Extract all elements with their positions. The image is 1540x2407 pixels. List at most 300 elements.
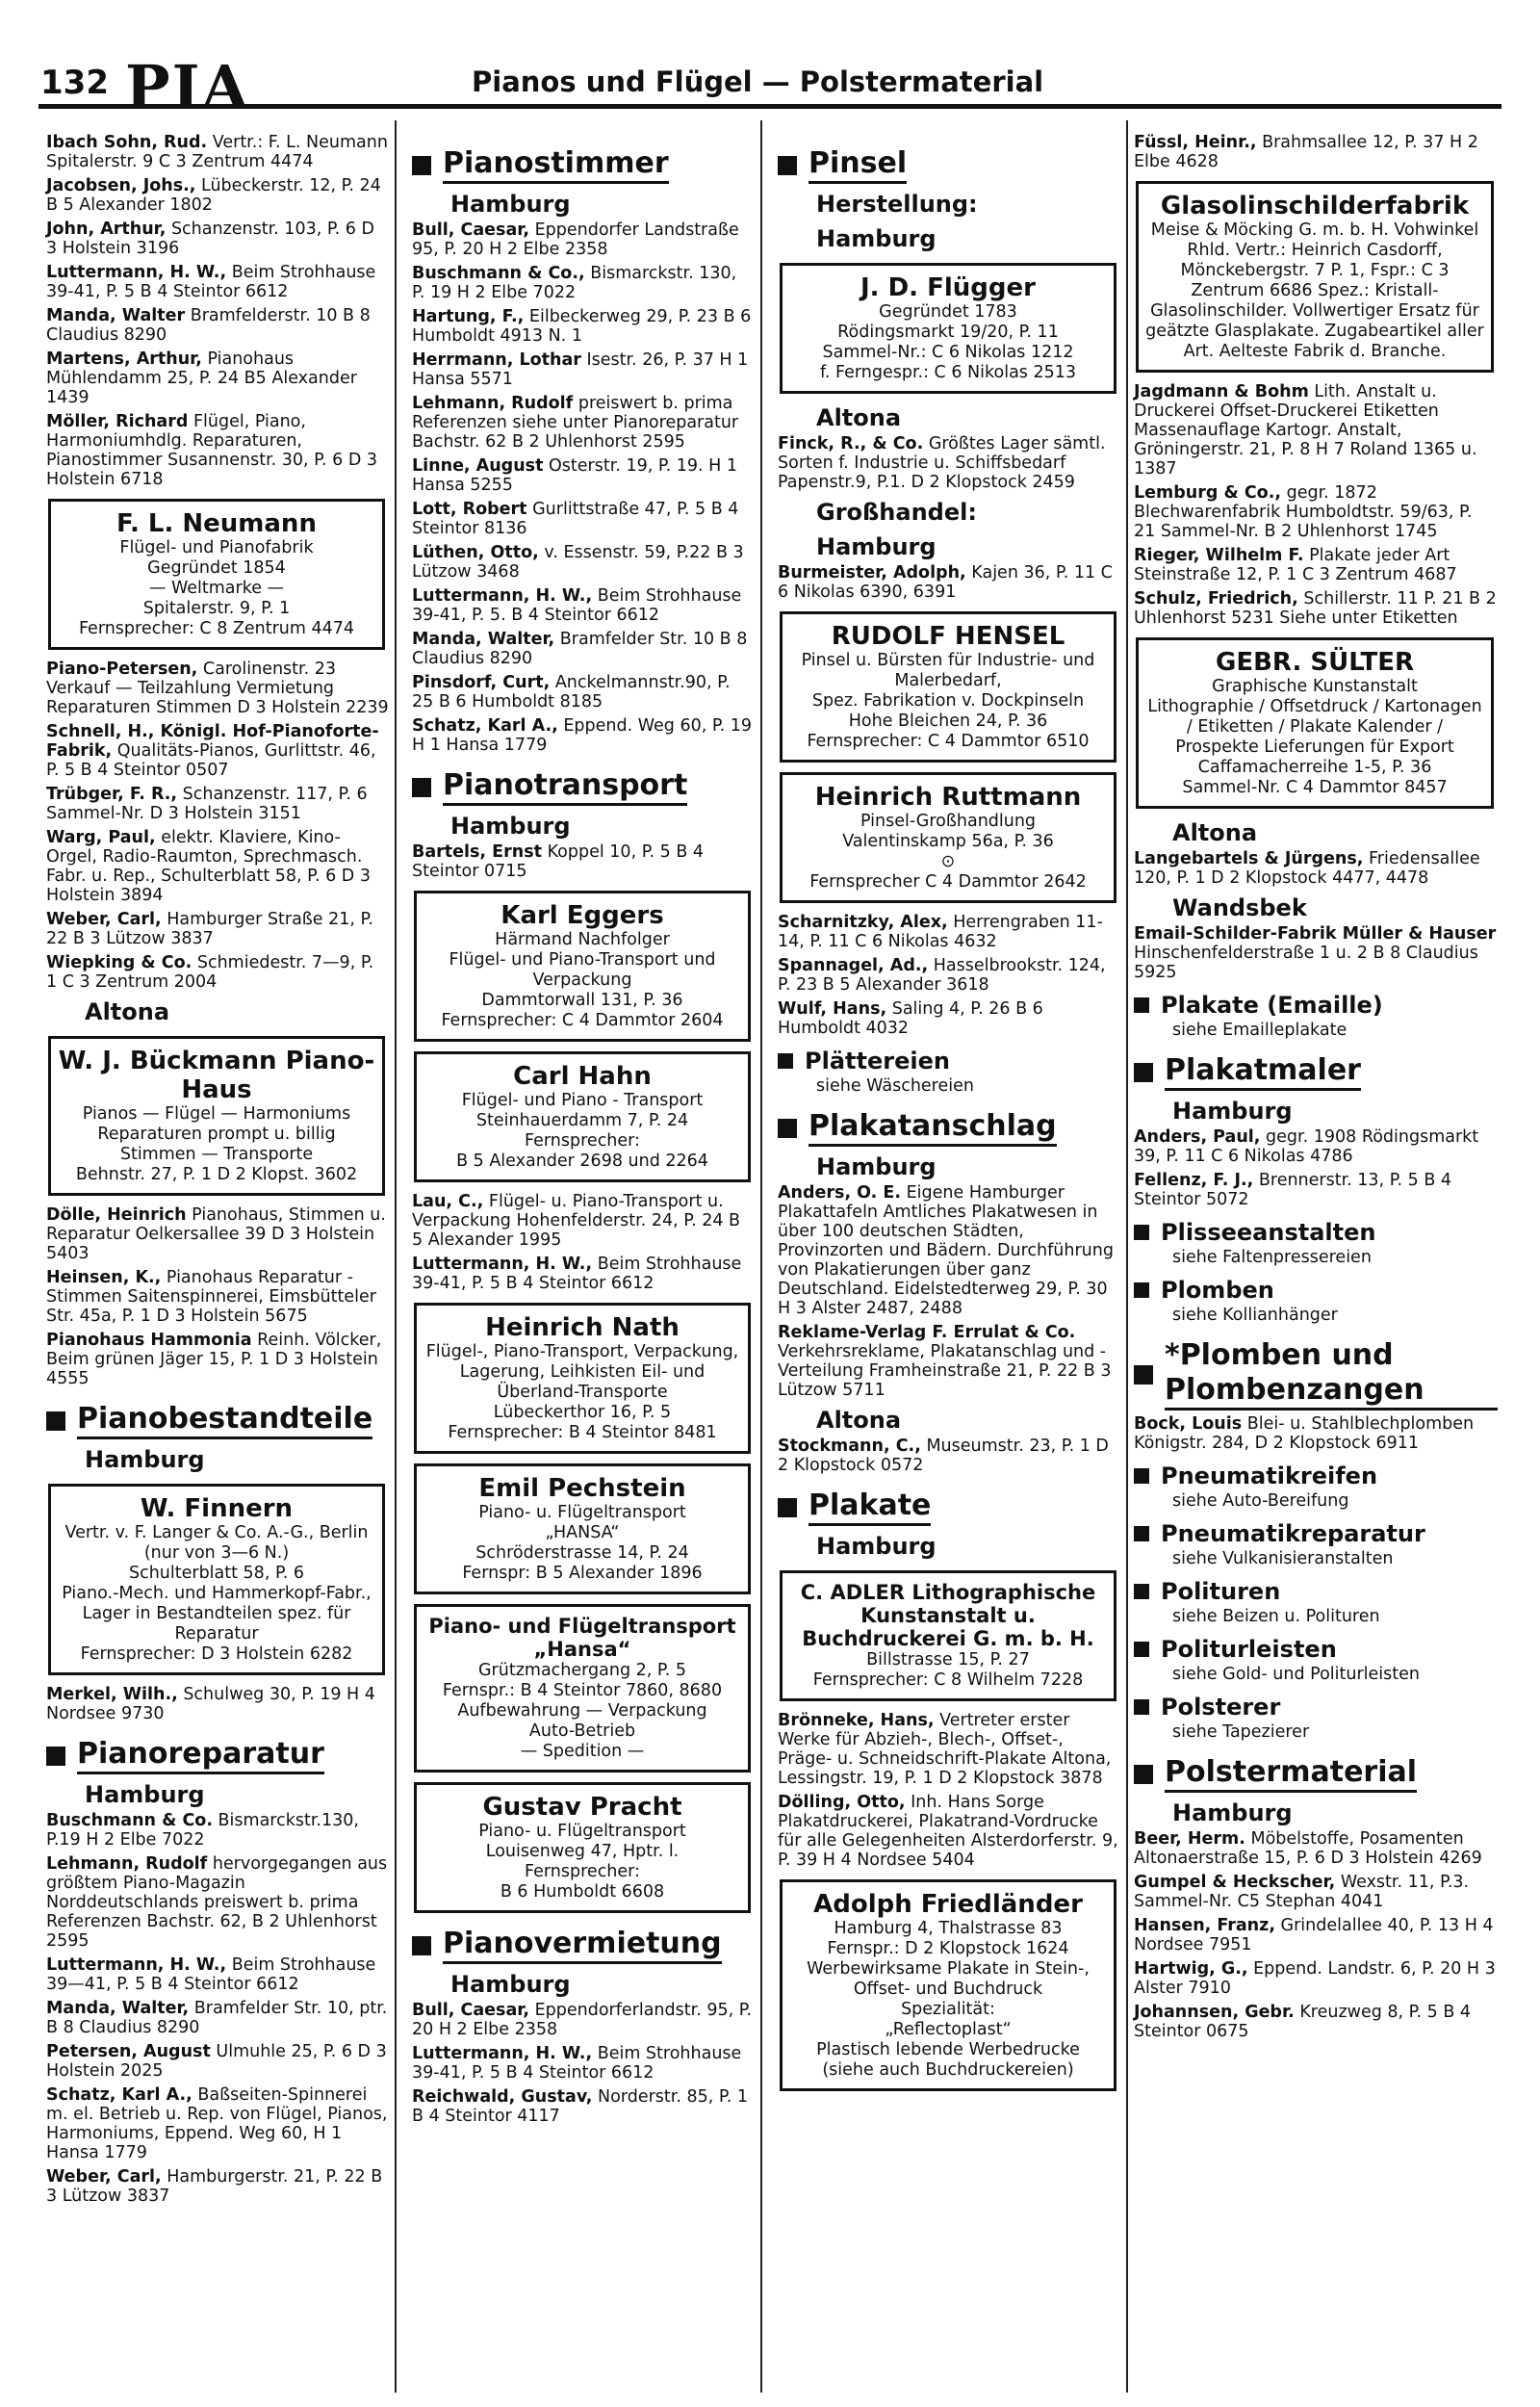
entry-details: Schanzenstr. 103, P. 6 D 3 Holstein 3196	[46, 220, 374, 258]
section-pinsel	[778, 146, 1120, 184]
section-title: Polituren	[1161, 1578, 1281, 1605]
square-bullet-icon	[46, 1747, 65, 1766]
entry-list	[412, 842, 755, 881]
entry-name: Brönneke, Hans,	[778, 1711, 935, 1730]
directory-entry	[46, 1854, 389, 1951]
entry-details: Reinh. Völcker, Beim grünen Jäger 15, P. 1 D 3 Holstein 4555	[46, 1331, 382, 1388]
entry-details: Eilbeckerweg 29, P. 23 B 6 Humboldt 4913 N. 1	[412, 307, 752, 346]
entry-list	[46, 1685, 389, 1723]
entry-name: Wiepking & Co.	[46, 953, 192, 972]
entry-name: Langebartels & Jürgens,	[1134, 849, 1364, 868]
entry-list	[778, 1183, 1120, 1400]
ad-fluegger	[780, 263, 1116, 394]
square-bullet-icon	[1134, 997, 1149, 1013]
entry-details: Eppend. Landstr. 6, P. 20 H 3 Alster 7910	[1134, 1959, 1496, 1998]
section-polituren	[1134, 1578, 1498, 1605]
ad-body: Pinsel u. Bürsten für Industrie- und Malerbedarf, Spez. Fabrikation v. Dockpinseln Hohe Bleichen 24, P. 36 Fernsprecher: C 4 Dammtor 6510	[801, 651, 1095, 751]
entry-details: gegr. 1908 Rödingsmarkt 39, P. 11 C 6 Nikolas 4786	[1134, 1127, 1479, 1166]
entry-details: Isestr. 26, P. 37 H 1 Hansa 5571	[412, 350, 749, 389]
subheading-hamburg: Hamburg	[450, 813, 571, 840]
subheading-hamburg: Hamburg	[1172, 1799, 1293, 1826]
entry-details: Hamburger Straße 21, P. 22 B 3 Lützow 3837	[46, 910, 373, 948]
entry-name: Weber, Carl,	[46, 2167, 162, 2187]
see-reference: siehe Beizen u. Polituren	[1172, 1607, 1380, 1626]
directory-entry	[778, 1323, 1120, 1400]
section-pianobestandteile	[46, 1402, 389, 1439]
directory-entry	[778, 1793, 1120, 1870]
section-politurleisten	[1134, 1636, 1498, 1663]
section-title: Plakatanschlag	[808, 1109, 1057, 1147]
entry-list	[778, 913, 1120, 1038]
section-plaettereien	[778, 1048, 1120, 1074]
directory-entry	[46, 828, 389, 905]
entry-list	[46, 1205, 389, 1388]
directory-entry	[412, 586, 755, 625]
directory-entry	[412, 716, 755, 755]
entry-list	[412, 220, 755, 755]
entry-details: Friedensallee 120, P. 1 D 2 Klopstock 4477, 4478	[1134, 849, 1480, 888]
square-bullet-icon	[778, 156, 797, 175]
see-reference: siehe Vulkanisieranstalten	[1172, 1549, 1394, 1568]
entry-details: Beim Strohhause 39-41, P. 5. B 4 Steintor 6612	[412, 586, 742, 625]
ad-body: Vertr. v. F. Langer & Co. A.-G., Berlin (nur von 3—6 N.) Schulterblatt 58, P. 6 Piano.-Mech. und Hammerkopf-Fabr., Lager in Bestandteilen spez. für Reparatur Fernsprecher: D 3 Holstein 6282	[62, 1523, 372, 1664]
directory-entry	[412, 2001, 755, 2039]
ad-head: Gustav Pracht	[482, 1793, 682, 1822]
entry-name: Luttermann, H. W.,	[412, 2044, 593, 2063]
entry-details: Carolinenstr. 23 Verkauf — Teilzahlung Vermietung Reparaturen Stimmen D 3 Holstein 2239	[46, 660, 389, 717]
entry-list	[778, 1711, 1120, 1870]
entry-details: Hamburgerstr. 21, P. 22 B 3 Lützow 3837	[46, 2167, 383, 2206]
entry-name: Bock, Louis	[1134, 1414, 1243, 1434]
entry-details: Wexstr. 11, P.3. Sammel-Nr. C5 Stephan 4041	[1134, 1873, 1470, 1911]
entry-name: Füssl, Heinr.,	[1134, 133, 1257, 152]
entry-details: Lith. Anstalt u. Druckerei Offset-Druckerei Etiketten Massenauflage Kartogr. Anstalt, Gröningerstr. 21, P. 8 H 7 Roland 1365 u. 1387	[1134, 382, 1477, 479]
directory-entry	[1134, 1414, 1498, 1453]
entry-details: Kreuzweg 8, P. 5 B 4 Steintor 0675	[1134, 2003, 1472, 2041]
directory-entry	[1134, 1127, 1498, 1166]
entry-name: Gumpel & Heckscher,	[1134, 1873, 1336, 1892]
entry-details: preiswert b. prima Referenzen siehe unter Pianoreparatur Bachstr. 62 B 2 Uhlenhorst 2595	[412, 394, 739, 452]
entry-name: Schnell, H., Königl. Hof-Pianoforte-Fabrik,	[46, 722, 379, 761]
square-bullet-icon	[1134, 1365, 1153, 1385]
entry-name: Luttermann, H. W.,	[412, 1255, 593, 1274]
entry-details: Pianohaus, Stimmen u. Reparatur Oelkersallee 39 D 3 Holstein 5403	[46, 1205, 386, 1263]
ad-body: Flügel- und Pianofabrik Gegründet 1854 — Weltmarke — Spitalerstr. 9, P. 1 Fernsprecher: C 8 Zentrum 4474	[78, 538, 355, 638]
entry-list	[1134, 849, 1498, 888]
entry-details: Bramfelder Str. 10 B 8 Claudius 8290	[412, 630, 748, 668]
entry-name: Manda, Walter	[46, 306, 186, 325]
directory-entry	[1134, 483, 1498, 541]
entry-details: Inh. Hans Sorge Plakatdruckerei, Plakatrand-Vordrucke für alle Gelegenheiten Alsterdorferstr. 9, P. 39 H 4 Nordsee 5404	[778, 1793, 1118, 1870]
entry-name: Merkel, Wilh.,	[46, 1685, 178, 1704]
entry-name: Manda, Walter,	[412, 630, 555, 649]
ad-head: Piano- und Flügeltransport „Hansa“	[428, 1615, 736, 1661]
entry-name: Ibach Sohn, Rud.	[46, 133, 208, 152]
page-header	[38, 52, 1502, 122]
subheading-herstellung: Herstellung:	[816, 191, 978, 218]
entry-name: Heinsen, K.,	[46, 1268, 162, 1287]
square-bullet-icon	[778, 1119, 797, 1138]
entry-name: Pinsdorf, Curt,	[412, 673, 551, 692]
section-title: Pianobestandteile	[77, 1402, 372, 1439]
entry-details: Vertr.: F. L. Neumann Spitalerstr. 9 C 3 Zentrum 4474	[46, 133, 388, 171]
ad-body: Pianos — Flügel — Harmoniums Reparaturen prompt u. billig Stimmen — Transporte Behnstr. 27, P. 1 D 2 Klopst. 3602	[75, 1104, 358, 1184]
entry-name: Buschmann & Co.	[46, 1811, 213, 1830]
square-bullet-icon	[412, 1936, 431, 1955]
section-title: Plättereien	[805, 1048, 950, 1074]
ad-body: Härmand Nachfolger Flügel- und Piano-Transport und Verpackung Dammtorwall 131, P. 36 Fernsprecher: C 4 Dammtor 2604	[441, 930, 724, 1030]
square-bullet-icon	[778, 1498, 797, 1517]
entry-name: Finck, R., & Co.	[778, 434, 924, 453]
directory-entry	[412, 842, 755, 881]
ad-glasolin	[1136, 181, 1494, 373]
entry-name: Dölling, Otto,	[778, 1793, 906, 1812]
directory-entry	[46, 1268, 389, 1326]
section-title: Polsterer	[1161, 1694, 1281, 1721]
ad-hahn	[414, 1051, 751, 1182]
entry-list	[1134, 133, 1498, 171]
ad-pechstein	[414, 1463, 751, 1594]
entry-name: Bartels, Ernst	[412, 842, 542, 862]
section-title: Plakate	[808, 1488, 931, 1526]
directory-entry	[1134, 382, 1498, 479]
directory-entry	[46, 412, 389, 489]
entry-details: Herrengraben 11-14, P. 11 C 6 Nikolas 4632	[778, 913, 1103, 951]
directory-entry	[46, 1811, 389, 1850]
entry-details: Bramfelder Str. 10, ptr. B 8 Claudius 8290	[46, 1999, 388, 2037]
directory-entry	[412, 2087, 755, 2126]
entry-details: Verkehrsreklame, Plakatanschlag und -Verteilung Framheinstraße 21, P. 22 B 3 Lützow 5711	[778, 1342, 1112, 1400]
entry-details: v. Essenstr. 59, P.22 B 3 Lützow 3468	[412, 543, 744, 582]
directory-entry	[412, 2044, 755, 2083]
entry-name: Luttermann, H. W.,	[46, 263, 227, 282]
directory-entry	[46, 722, 389, 780]
entry-details: Eigene Hamburger Plakattafeln Amtliches Plakatwesen in über 100 deutschen Städten, Provinzorten und Bädern. Durchführung von Plakatierungen über ganz Deutschland. Eidelstedterweg 29, P. 30 H 3 Alster 2487, 2488	[778, 1183, 1114, 1318]
directory-entry	[412, 307, 755, 346]
entry-details: Vertreter erster Werke für Abzieh-, Blech-, Offset-, Präge- u. Schneidschrift-Plakate Altona, Lessingstr. 19, P. 1 D 2 Klopstock 3878	[778, 1711, 1112, 1788]
section-pneumatikreparatur	[1134, 1520, 1498, 1547]
square-bullet-icon	[1134, 1282, 1149, 1298]
entry-name: Scharnitzky, Alex,	[778, 913, 948, 932]
directory-entry	[412, 456, 755, 495]
directory-entry	[46, 133, 389, 171]
entry-details: Brahmsallee 12, P. 37 H 2 Elbe 4628	[1134, 133, 1478, 171]
entry-details: Eppendorfer Landstraße 95, P. 20 H 2 Elbe 2358	[412, 220, 739, 259]
ad-head: Glasolinschilderfabrik	[1160, 192, 1470, 220]
ad-body: Piano- u. Flügeltransport „HANSA“ Schröderstrasse 14, P. 24 Fernspr: B 5 Alexander 1896	[462, 1503, 703, 1583]
entry-name: Schatz, Karl A.,	[412, 716, 558, 736]
entry-list	[778, 1436, 1120, 1475]
entry-name: Jagdmann & Bohm	[1134, 382, 1309, 401]
directory-entry	[412, 1192, 755, 1250]
ad-body: Hamburg 4, Thalstrasse 83 Fernspr.: D 2 Klopstock 1624 Werbewirksame Plakate in Stein-, Offset- und Buchdruck Spezialität: „Reflectoplast“ Plastisch lebende Werbedrucke (siehe auch Buchdruckereien)	[807, 1919, 1090, 2080]
entry-details: Schillerstr. 11 P. 21 B 2 Uhlenhorst 5231 Siehe unter Etiketten	[1134, 589, 1497, 628]
entry-details: Größtes Lager sämtl. Sorten f. Industrie u. Schiffsbedarf Papenstr.9, P.1. D 2 Klopstock 2459	[778, 434, 1106, 492]
square-bullet-icon	[412, 778, 431, 797]
ad-adler	[780, 1570, 1116, 1701]
square-bullet-icon	[1134, 1468, 1149, 1484]
square-bullet-icon	[412, 156, 431, 175]
entry-details: Hasselbrookstr. 124, P. 23 B 5 Alexander 3618	[778, 956, 1106, 995]
entry-details: Baßseiten-Spinnerei m. el. Betrieb u. Rep. von Flügel, Pianos, Harmoniums, Eppend. Weg 60, H 1 Hansa 1779	[46, 2085, 388, 2162]
entry-name: Hansen, Franz,	[1134, 1916, 1275, 1935]
directory-entry	[46, 349, 389, 407]
subheading-altona: Altona	[85, 998, 170, 1025]
directory-entry	[46, 306, 389, 345]
page-number: 132	[40, 64, 109, 102]
directory-entry	[46, 953, 389, 992]
directory-entry	[412, 264, 755, 302]
directory-entry	[1134, 589, 1498, 628]
directory-entry	[46, 2085, 389, 2162]
entry-list	[46, 660, 389, 992]
entry-name: Anders, Paul,	[1134, 1127, 1261, 1147]
entry-name: Bull, Caesar,	[412, 220, 529, 240]
entry-details: Grindelallee 40, P. 13 H 4 Nordsee 7951	[1134, 1916, 1494, 1954]
directory-entry	[778, 1183, 1120, 1318]
entry-details: Beim Strohhause 39-41, P. 5 B 4 Steintor 6612	[412, 2044, 742, 2083]
entry-name: John, Arthur,	[46, 220, 167, 239]
ad-body: Billstrasse 15, P. 27 Fernsprecher: C 8 Wilhelm 7228	[812, 1650, 1084, 1690]
entry-name: Wulf, Hans,	[778, 999, 887, 1019]
entry-details: Möbelstoffe, Posamenten Altonaerstraße 15, P. 6 D 3 Holstein 4269	[1134, 1829, 1482, 1868]
section-polsterer	[1134, 1694, 1498, 1721]
section-pianoreparatur	[46, 1737, 389, 1774]
section-title: Pneumatikreifen	[1161, 1462, 1378, 1489]
column-divider	[395, 120, 397, 2393]
section-title: Plakatmaler	[1165, 1053, 1361, 1091]
subheading-hamburg: Hamburg	[1172, 1098, 1293, 1125]
entry-name: Fellenz, F. J.,	[1134, 1171, 1254, 1190]
ad-nath	[414, 1303, 751, 1454]
entry-name: Luttermann, H. W.,	[46, 1955, 227, 1975]
directory-entry	[778, 563, 1120, 602]
directory-entry	[1134, 1171, 1498, 1209]
entry-list	[1134, 1414, 1498, 1453]
entry-details: Norderstr. 85, P. 1 B 4 Steintor 4117	[412, 2087, 748, 2126]
see-reference: siehe Emailleplakate	[1172, 1021, 1348, 1040]
section-title: Pianoreparatur	[77, 1737, 324, 1774]
directory-entry	[1134, 849, 1498, 888]
section-plakatanschlag	[778, 1109, 1120, 1147]
section-title: Plomben	[1161, 1277, 1274, 1304]
subheading-hamburg: Hamburg	[450, 1971, 571, 1998]
subheading-hamburg: Hamburg	[816, 533, 937, 560]
ad-body: Piano- u. Flügeltransport Louisenweg 47, Hptr. l. Fernsprecher: B 6 Humboldt 6608	[478, 1822, 686, 1902]
entry-details: elektr. Klaviere, Kino-Orgel, Radio-Raumton, Sprechmasch. Fabr. u. Rep., Schulterblatt 58, P. 6 D 3 Holstein 3894	[46, 828, 371, 905]
entry-details: Kajen 36, P. 11 C 6 Nikolas 6390, 6391	[778, 563, 1113, 602]
entry-name: Lüthen, Otto,	[412, 543, 539, 562]
directory-entry	[46, 1955, 389, 1994]
entry-details: Schanzenstr. 117, P. 6 Sammel-Nr. D 3 Holstein 3151	[46, 785, 368, 823]
entry-details: Pianohaus Reparatur - Stimmen Saitenspinnerei, Eimsbütteler Str. 45a, P. 1 D 3 Holstein 5675	[46, 1268, 376, 1326]
section-plomben	[1134, 1277, 1498, 1304]
entry-name: Piano-Petersen,	[46, 660, 198, 679]
square-bullet-icon	[1134, 1526, 1149, 1541]
section-title: Pinsel	[808, 146, 907, 184]
directory-entry	[412, 630, 755, 668]
entry-details: Pianohaus Mühlendamm 25, P. 24 B5 Alexander 1439	[46, 349, 357, 407]
directory-entry	[46, 1331, 389, 1388]
square-bullet-icon	[1134, 1765, 1153, 1784]
entry-details: Bismarckstr.130, P.19 H 2 Elbe 7022	[46, 1811, 359, 1850]
ad-body: Grützmachergang 2, P. 5 Fernspr.: B 4 Steintor 7860, 8680 Aufbewahrung — Verpackung Auto-Betrieb — Spedition —	[442, 1661, 723, 1761]
directory-entry	[46, 2042, 389, 2081]
ad-neumann	[48, 499, 385, 650]
entry-name: Schatz, Karl A.,	[46, 2085, 192, 2105]
entry-name: Lau, C.,	[412, 1192, 484, 1211]
directory-entry	[46, 263, 389, 301]
entry-details: Schulweg 30, P. 19 H 4 Nordsee 9730	[46, 1685, 375, 1723]
ad-head: J. D. Flügger	[860, 273, 1036, 302]
directory-entry	[412, 220, 755, 259]
section-title: Polstermaterial	[1165, 1755, 1417, 1793]
entry-list	[46, 133, 389, 489]
entry-list	[1134, 924, 1498, 982]
logo: PIA	[125, 52, 250, 122]
entry-details: Eppend. Weg 60, P. 19 H 1 Hansa 1779	[412, 716, 753, 755]
ad-hansa	[414, 1604, 751, 1773]
entry-name: Lott, Robert	[412, 500, 527, 519]
subheading-altona: Altona	[1172, 819, 1258, 846]
entry-list	[412, 2001, 755, 2126]
entry-name: Anders, O. E.	[778, 1183, 902, 1203]
section-title: Plakate (Emaille)	[1161, 992, 1383, 1019]
directory-entry	[412, 500, 755, 538]
ad-ruttmann	[780, 772, 1116, 903]
directory-entry	[778, 999, 1120, 1038]
entry-name: Manda, Walter,	[46, 1999, 190, 2018]
entry-name: Petersen, August	[46, 2042, 211, 2061]
subheading-grosshandel: Großhandel:	[816, 499, 977, 526]
entry-name: Linne, August	[412, 456, 544, 476]
subheading-wandsbek: Wandsbek	[1172, 894, 1307, 921]
directory-entry	[778, 434, 1120, 492]
section-title: Plisseeanstalten	[1161, 1219, 1376, 1246]
entry-name: Herrmann, Lothar	[412, 350, 581, 370]
entry-details: Flügel, Piano, Harmoniumhdlg. Reparaturen, Pianostimmer Susannenstr. 30, P. 6 D 3 Holstein 6718	[46, 412, 378, 489]
ad-head: W. J. Bückmann Piano-Haus	[58, 1047, 375, 1104]
ad-head: Heinrich Ruttmann	[814, 783, 1082, 812]
entry-details: Flügel- u. Piano-Transport u. Verpackung Hohenfelderstr. 24, P. 24 B 5 Alexander 1995	[412, 1192, 741, 1250]
directory-entry	[778, 956, 1120, 995]
directory-entry	[46, 1999, 389, 2037]
entry-name: Johannsen, Gebr.	[1134, 2003, 1295, 2022]
entry-name: Dölle, Heinrich	[46, 1205, 187, 1225]
entry-name: Burmeister, Adolph,	[778, 563, 966, 582]
ad-head: Karl Eggers	[500, 901, 664, 930]
entry-name: Weber, Carl,	[46, 910, 162, 929]
entry-details: Museumstr. 23, P. 1 D 2 Klopstock 0572	[778, 1436, 1109, 1475]
ad-body: Graphische Kunstanstalt Lithographie / Offsetdruck / Kartonagen / Etiketten / Plakate Kalender / Prospekte Lieferungen für Export Caffamacherreihe 1-5, P. 36 Sammel-Nr. C 4 Dammtor 8457	[1147, 677, 1482, 797]
entry-name: Lehmann, Rudolf	[46, 1854, 208, 1874]
directory-entry	[412, 673, 755, 712]
entry-details: Brennerstr. 13, P. 5 B 4 Steintor 5072	[1134, 1171, 1452, 1209]
entry-list	[1134, 1829, 1498, 2041]
square-bullet-icon	[46, 1411, 65, 1431]
ad-friedlaender	[780, 1879, 1116, 2091]
directory-entry	[1134, 1873, 1498, 1911]
ad-body: Flügel-, Piano-Transport, Verpackung, Lagerung, Leihkisten Eil- und Überland-Transporte Lübeckerthor 16, P. 5 Fernsprecher: B 4 Steintor 8481	[425, 1342, 739, 1442]
ad-finnern	[48, 1484, 385, 1675]
directory-entry	[412, 350, 755, 389]
section-title: Politurleisten	[1161, 1636, 1337, 1663]
section-plakate	[778, 1488, 1120, 1526]
see-reference: siehe Wäschereien	[816, 1076, 974, 1096]
entry-list	[412, 1192, 755, 1293]
directory-entry	[46, 1205, 389, 1263]
entry-name: Lemburg & Co.,	[1134, 483, 1282, 503]
square-bullet-icon	[1134, 1642, 1149, 1657]
entry-details: Lübeckerstr. 12, P. 24 B 5 Alexander 1802	[46, 176, 381, 215]
ad-head: Heinrich Nath	[485, 1313, 680, 1342]
ad-head: GEBR. SÜLTER	[1216, 648, 1414, 677]
directory-entry	[1134, 1916, 1498, 1954]
entry-name: Stockmann, C.,	[778, 1436, 921, 1456]
entry-name: Jacobsen, Johs.,	[46, 176, 196, 195]
section-pneumatikreifen	[1134, 1462, 1498, 1489]
entry-name: Beer, Herm.	[1134, 1829, 1245, 1849]
directory-entry	[778, 913, 1120, 951]
ad-pracht	[414, 1782, 751, 1913]
subheading-altona: Altona	[816, 404, 902, 431]
column-2	[412, 133, 755, 2131]
subheading-hamburg: Hamburg	[85, 1781, 205, 1808]
subheading-altona: Altona	[816, 1407, 902, 1434]
column-divider	[760, 120, 762, 2393]
entry-details: Anckelmannstr.90, P. 25 B 6 Humboldt 8185	[412, 673, 731, 712]
subheading-hamburg: Hamburg	[816, 1153, 937, 1180]
entry-list	[1134, 382, 1498, 628]
directory-entry	[778, 1436, 1120, 1475]
entry-details: Beim Strohhause 39—41, P. 5 B 4 Steintor 6612	[46, 1955, 376, 1994]
entry-details: Osterstr. 19, P. 19. H 1 Hansa 5255	[412, 456, 738, 495]
entry-details: Koppel 10, P. 5 B 4 Steintor 0715	[412, 842, 705, 881]
entry-name: Hartung, F.,	[412, 307, 525, 326]
directory-entry	[46, 220, 389, 258]
section-pianostimmer	[412, 146, 755, 184]
ad-bueckmann	[48, 1036, 385, 1196]
entry-name: Reklame-Verlag F. Errulat & Co.	[778, 1323, 1076, 1342]
entry-details: Qualitäts-Pianos, Gurlittstr. 46, P. 5 B 4 Steintor 0507	[46, 741, 376, 780]
entry-details: Ulmuhle 25, P. 6 D 3 Holstein 2025	[46, 2042, 387, 2081]
see-reference: siehe Faltenpressereien	[1172, 1248, 1372, 1267]
directory-entry	[778, 1711, 1120, 1788]
entry-details: Beim Strohhause 39-41, P. 5 B 4 Steintor 6612	[412, 1255, 742, 1293]
subheading-hamburg: Hamburg	[85, 1446, 205, 1473]
directory-entry	[46, 1685, 389, 1723]
ad-suelter	[1136, 637, 1494, 809]
entry-details: gegr. 1872 Blechwarenfabrik Humboldtstr. 59/63, P. 21 Sammel-Nr. B 2 Uhlenhorst 1745	[1134, 483, 1473, 541]
ad-head: Carl Hahn	[513, 1062, 652, 1091]
section-plakatmaler	[1134, 1053, 1498, 1091]
ad-head: C. ADLER Lithographische Kunstanstalt u. Buchdruckerei G. m. b. H.	[800, 1581, 1096, 1650]
square-bullet-icon	[1134, 1225, 1149, 1240]
directory-entry	[1134, 924, 1498, 982]
ad-head: F. L. Neumann	[116, 509, 317, 538]
section-polstermaterial	[1134, 1755, 1498, 1793]
ad-hensel	[780, 611, 1116, 763]
section-plombenzangen	[1134, 1338, 1498, 1411]
ad-body: Meise & Möcking G. m. b. H. Vohwinkel Rhld. Vertr.: Heinrich Casdorff, Mönckebergstr. 7 P. 1, Fspr.: C 3 Zentrum 6686 Spez.: Kristall-Glasolinschilder. Vollwertiger Ersatz für geätzte Glasplakate. Zugabeartikel aller Art. Aelteste Fabrik d. Branche.	[1145, 220, 1484, 361]
entry-name: Warg, Paul,	[46, 828, 156, 847]
square-bullet-icon	[1134, 1063, 1153, 1082]
entry-details: Schmiedestr. 7—9, P. 1 C 3 Zentrum 2004	[46, 953, 374, 992]
subheading-hamburg: Hamburg	[816, 225, 937, 252]
entry-details: Bismarckstr. 130, P. 19 H 2 Elbe 7022	[412, 264, 737, 302]
ad-eggers	[414, 891, 751, 1042]
entry-name: Reichwald, Gustav,	[412, 2087, 593, 2107]
